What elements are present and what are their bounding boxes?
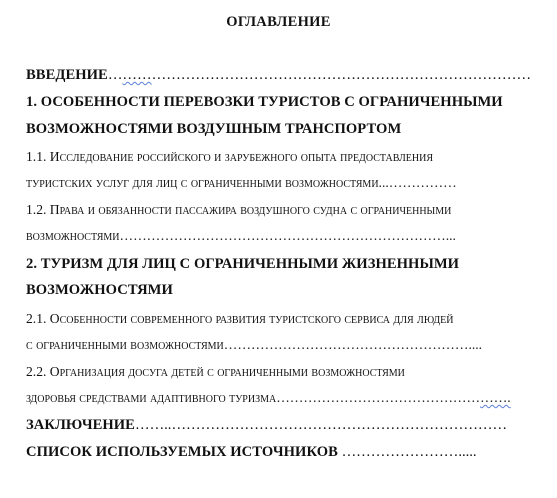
toc-entry-introduction (26, 68, 531, 83)
toc-leader: ...…………… (378, 175, 457, 190)
toc-chapter-1-line-1: 1. ОСОБЕННОСТИ ПЕРЕВОЗКИ ТУРИСТОВ С ОГРАНИЧЕННЫМИ (26, 94, 503, 110)
toc-entry-label: возможностями (26, 228, 120, 243)
toc-leader: …………………………………………………………………… (151, 67, 532, 83)
toc-leader: … (107, 67, 123, 83)
toc-section-1-1-line-1: 1.1. Исследование российского и зарубежного опыта предоставления (26, 149, 434, 164)
toc-leader: ……………………..... (337, 444, 477, 460)
toc-leader: ……………………………………………….... (223, 337, 483, 352)
toc-entry-conclusion (26, 418, 507, 433)
toc-entry-label: СПИСОК ИСПОЛЬЗУЕМЫХ ИСТОЧНИКОВ (26, 444, 338, 460)
toc-section-2-1-line-2 (26, 338, 482, 352)
toc-entry-label: ВВЕДЕНИЕ (26, 67, 108, 83)
toc-chapter-1-line-2: ВОЗМОЖНОСТЯМИ ВОЗДУШНЫМ ТРАНСПОРТОМ (26, 121, 402, 137)
toc-leader: ……..…………………………………………………………… (134, 417, 508, 433)
toc-leader-spellcheck: …… (122, 67, 152, 83)
toc-leader: ……………………………………… (276, 390, 481, 405)
toc-chapter-2-line-1: 2. ТУРИЗМ ДЛЯ ЛИЦ С ОГРАНИЧЕННЫМИ ЖИЗНЕННЫМИ (26, 256, 460, 272)
toc-section-1-2-line-1: 1.2. Права и обязанности пассажира воздушного судна с ограниченными (26, 202, 452, 217)
toc-entry-label: с ограниченными возможностями (26, 337, 224, 352)
toc-title: ОГЛАВЛЕНИЕ (226, 14, 331, 30)
toc-entry-label: ЗАКЛЮЧЕНИЕ (26, 417, 135, 433)
toc-section-2-2-line-2 (26, 391, 511, 405)
toc-section-2-2-line-1: 2.2. Организация досуга детей с ограниченными возможностями (26, 364, 405, 379)
toc-entry-label: здоровья средствами адаптивного туризма (26, 390, 277, 405)
toc-entry-references (26, 445, 477, 460)
toc-leader: ………………………………………………………………... (119, 228, 456, 243)
toc-section-2-1-line-1: 2.1. Особенности современного развития туристского сервиса для людей (26, 311, 454, 326)
toc-section-1-1-line-2 (26, 176, 457, 190)
toc-section-1-2-line-2 (26, 229, 456, 243)
toc-entry-label: туристских услуг для лиц с ограниченными возможностями (26, 175, 379, 190)
toc-leader-spellcheck: ……. (480, 390, 511, 405)
toc-chapter-2-line-2: ВОЗМОЖНОСТЯМИ (26, 282, 173, 298)
